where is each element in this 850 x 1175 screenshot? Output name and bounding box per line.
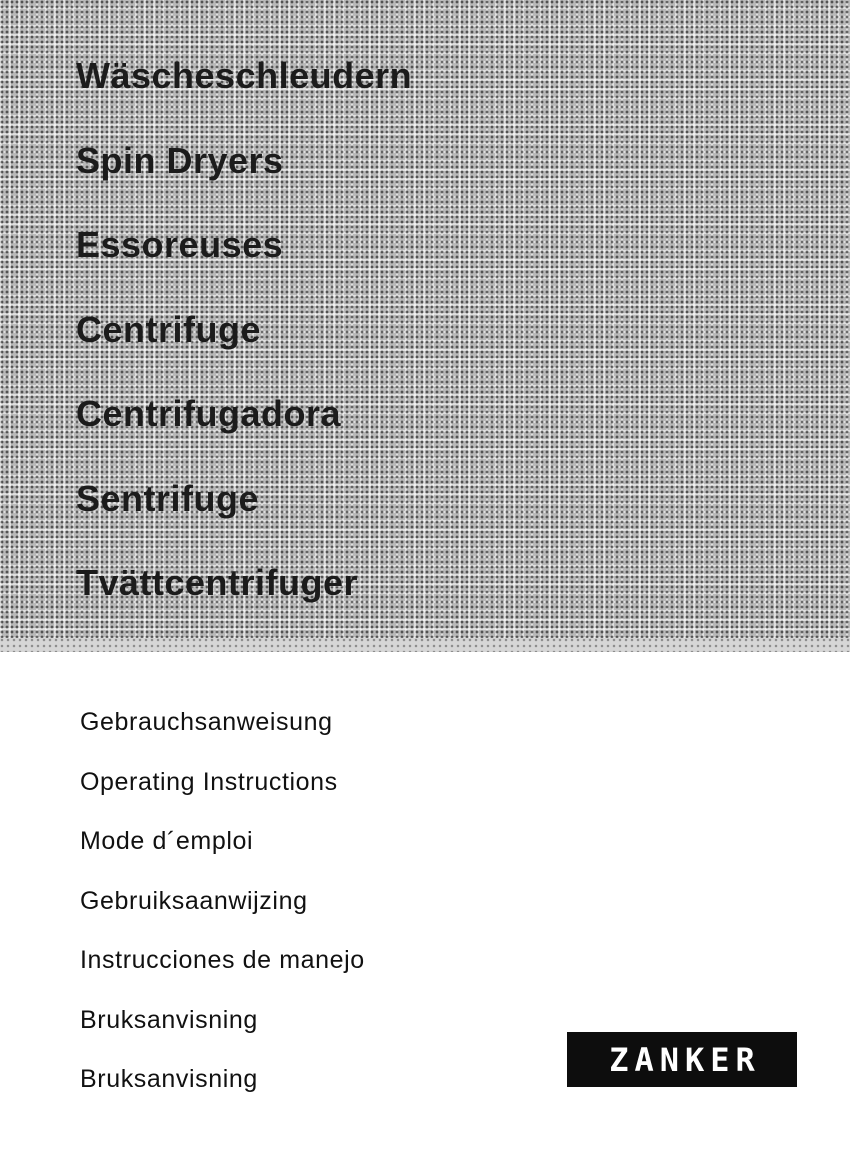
product-title-german: Wäscheschleudern: [76, 55, 413, 96]
manual-title-norwegian: Bruksanvisning: [80, 1005, 258, 1034]
manual-title-german: Gebrauchsanweisung: [80, 708, 333, 736]
product-title-spanish: Centrifugadora: [76, 393, 342, 434]
manual-title-list: [80, 700, 365, 1117]
manual-title-spanish: Instrucciones de manejo: [80, 946, 365, 974]
manual-title-french: Mode d´emploi: [80, 827, 254, 855]
manual-title-swedish: Bruksanvisning: [80, 1065, 258, 1093]
product-title-list: [76, 48, 412, 640]
logo-text: ZANKER: [609, 1040, 761, 1079]
product-title-french: Essoreuses: [76, 224, 284, 265]
product-title-english: Spin Dryers: [76, 139, 284, 181]
product-title-italian: Centrifuge: [76, 308, 261, 350]
manual-title-english: Operating Instructions: [80, 767, 338, 796]
zanker-logo: [567, 1032, 797, 1087]
product-title-norwegian: Sentrifuge: [76, 477, 260, 519]
manual-title-dutch: Gebruiksaanwijzing: [80, 886, 308, 915]
product-title-swedish: Tvättcentrifuger: [76, 562, 359, 603]
